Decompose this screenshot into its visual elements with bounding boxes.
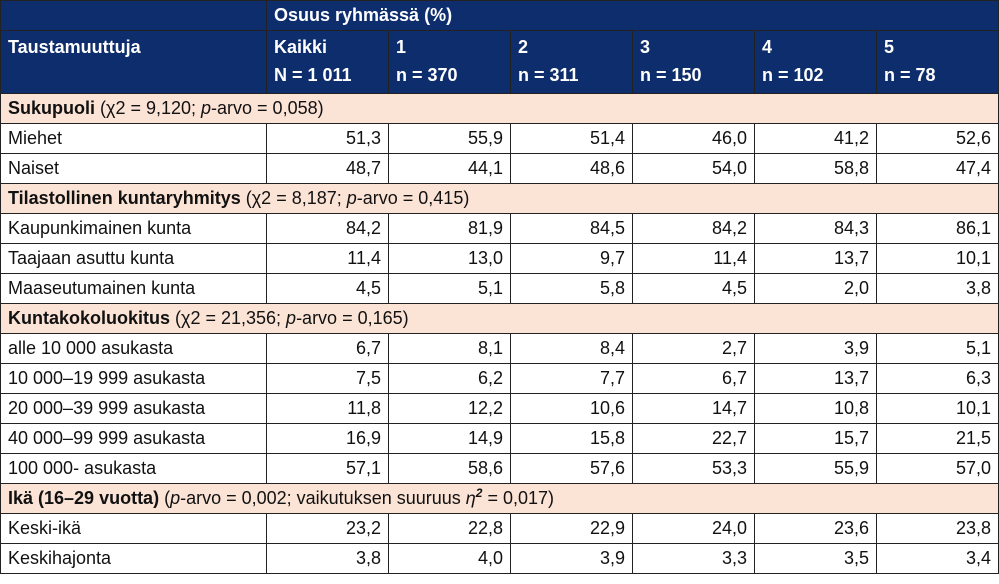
header-col-group-3 <box>633 31 755 94</box>
value-cell: 11,4 <box>633 244 755 274</box>
table-row <box>1 154 999 184</box>
header-col-label: 3 <box>640 37 651 57</box>
value-cell: 84,2 <box>633 214 755 244</box>
section-stat-eta-sup: 2 <box>475 486 483 500</box>
row-label: Taajaan asuttu kunta <box>1 244 267 274</box>
value-cell: 47,4 <box>877 154 999 184</box>
section-stat-eta: η <box>465 488 476 508</box>
value-cell: 81,9 <box>389 214 511 244</box>
section-stat-text: (χ2 = 9,120; <box>95 98 202 118</box>
header-group-row <box>1 1 999 31</box>
value-cell: 55,9 <box>755 454 877 484</box>
section-title: Ikä (16–29 vuotta) <box>8 488 160 508</box>
value-cell: 3,9 <box>511 544 633 574</box>
value-cell: 16,9 <box>267 424 389 454</box>
header-col-n: n = 102 <box>762 65 824 85</box>
section-stat-text: = 0,017) <box>482 488 555 508</box>
value-cell: 13,7 <box>755 364 877 394</box>
value-cell: 54,0 <box>633 154 755 184</box>
header-col-group-5 <box>877 31 999 94</box>
section-stat-p: p <box>170 488 181 508</box>
section-title: Kuntakokoluokitus <box>8 308 171 328</box>
value-cell: 22,8 <box>389 514 511 544</box>
section-header-row <box>1 184 999 214</box>
row-label: alle 10 000 asukasta <box>1 334 267 364</box>
row-label: Maaseutumainen kunta <box>1 274 267 304</box>
value-cell: 84,5 <box>511 214 633 244</box>
section-stat-text: -arvo = 0,002; vaikutuksen suuruus <box>180 488 466 508</box>
value-cell: 11,4 <box>267 244 389 274</box>
section-stat-text: (χ2 = 21,356; <box>170 308 287 328</box>
header-col-label: Taustamuuttuja <box>8 37 141 57</box>
value-cell: 58,8 <box>755 154 877 184</box>
value-cell: 8,1 <box>389 334 511 364</box>
section-title: Sukupuoli <box>8 98 95 118</box>
value-cell: 52,6 <box>877 124 999 154</box>
value-cell: 23,6 <box>755 514 877 544</box>
row-label: Naiset <box>1 154 267 184</box>
row-label: 10 000–19 999 asukasta <box>1 364 267 394</box>
value-cell: 55,9 <box>389 124 511 154</box>
value-cell: 53,3 <box>633 454 755 484</box>
section-stat-p: p <box>286 308 297 328</box>
value-cell: 3,3 <box>633 544 755 574</box>
value-cell: 57,0 <box>877 454 999 484</box>
header-col-all <box>267 31 389 94</box>
value-cell: 15,7 <box>755 424 877 454</box>
value-cell: 3,4 <box>877 544 999 574</box>
section-stat-text: ( <box>159 488 171 508</box>
header-group-title: Osuus ryhmässä (%) <box>267 1 999 31</box>
header-col-label: Kaikki <box>274 37 328 57</box>
value-cell: 8,4 <box>511 334 633 364</box>
value-cell: 3,8 <box>877 274 999 304</box>
value-cell: 57,6 <box>511 454 633 484</box>
table-row <box>1 544 999 574</box>
table-row <box>1 124 999 154</box>
row-label: 20 000–39 999 asukasta <box>1 394 267 424</box>
value-cell: 3,8 <box>267 544 389 574</box>
section-header-row <box>1 304 999 334</box>
table-row <box>1 244 999 274</box>
value-cell: 86,1 <box>877 214 999 244</box>
value-cell: 4,5 <box>267 274 389 304</box>
value-cell: 10,8 <box>755 394 877 424</box>
header-col-label: 4 <box>762 37 773 57</box>
table-row <box>1 514 999 544</box>
value-cell: 22,9 <box>511 514 633 544</box>
header-col-background-variable <box>1 31 267 94</box>
table-row <box>1 394 999 424</box>
section-header-cell <box>1 94 999 124</box>
section-header-row <box>1 94 999 124</box>
value-cell: 24,0 <box>633 514 755 544</box>
header-columns-row <box>1 31 999 94</box>
value-cell: 21,5 <box>877 424 999 454</box>
table-row <box>1 214 999 244</box>
section-stat-text: -arvo = 0,165) <box>296 308 409 328</box>
section-stat-text: (χ2 = 8,187; <box>240 188 347 208</box>
table-body <box>1 94 999 574</box>
value-cell: 13,7 <box>755 244 877 274</box>
value-cell: 10,6 <box>511 394 633 424</box>
value-cell: 14,7 <box>633 394 755 424</box>
value-cell: 51,3 <box>267 124 389 154</box>
header-col-n: n = 150 <box>640 65 702 85</box>
header-col-label: 1 <box>396 37 407 57</box>
value-cell: 2,7 <box>633 334 755 364</box>
value-cell: 57,1 <box>267 454 389 484</box>
row-label: 100 000- asukasta <box>1 454 267 484</box>
row-label: Miehet <box>1 124 267 154</box>
header-col-n: n = 311 <box>518 65 579 85</box>
header-col-group-2 <box>511 31 633 94</box>
value-cell: 14,9 <box>389 424 511 454</box>
header-col-n: N = 1 011 <box>274 65 352 85</box>
header-empty-cell <box>1 1 267 31</box>
value-cell: 48,6 <box>511 154 633 184</box>
row-label: Keski-ikä <box>1 514 267 544</box>
value-cell: 6,3 <box>877 364 999 394</box>
value-cell: 3,5 <box>755 544 877 574</box>
section-header-cell <box>1 184 999 214</box>
value-cell: 84,3 <box>755 214 877 244</box>
value-cell: 23,8 <box>877 514 999 544</box>
section-title: Tilastollinen kuntaryhmitys <box>8 188 241 208</box>
row-label: 40 000–99 999 asukasta <box>1 424 267 454</box>
value-cell: 51,4 <box>511 124 633 154</box>
value-cell: 12,2 <box>389 394 511 424</box>
header-col-label: 2 <box>518 37 529 57</box>
value-cell: 5,8 <box>511 274 633 304</box>
value-cell: 22,7 <box>633 424 755 454</box>
value-cell: 58,6 <box>389 454 511 484</box>
table-header <box>1 1 999 94</box>
section-header-cell <box>1 484 999 514</box>
table-row <box>1 424 999 454</box>
header-col-group-1 <box>389 31 511 94</box>
section-header-row <box>1 484 999 514</box>
value-cell: 10,1 <box>877 394 999 424</box>
value-cell: 9,7 <box>511 244 633 274</box>
row-label: Keskihajonta <box>1 544 267 574</box>
value-cell: 5,1 <box>877 334 999 364</box>
section-stat-text: -arvo = 0,415) <box>356 188 470 208</box>
value-cell: 15,8 <box>511 424 633 454</box>
value-cell: 4,5 <box>633 274 755 304</box>
table-row <box>1 334 999 364</box>
value-cell: 3,9 <box>755 334 877 364</box>
value-cell: 13,0 <box>389 244 511 274</box>
value-cell: 5,1 <box>389 274 511 304</box>
value-cell: 6,7 <box>267 334 389 364</box>
value-cell: 11,8 <box>267 394 389 424</box>
value-cell: 7,5 <box>267 364 389 394</box>
table-row <box>1 274 999 304</box>
section-stat-text: -arvo = 0,058) <box>211 98 324 118</box>
value-cell: 7,7 <box>511 364 633 394</box>
value-cell: 44,1 <box>389 154 511 184</box>
value-cell: 41,2 <box>755 124 877 154</box>
value-cell: 6,2 <box>389 364 511 394</box>
value-cell: 6,7 <box>633 364 755 394</box>
value-cell: 48,7 <box>267 154 389 184</box>
header-col-label: 5 <box>884 37 895 57</box>
section-stat-p: p <box>201 98 212 118</box>
table-row <box>1 454 999 484</box>
value-cell: 23,2 <box>267 514 389 544</box>
value-cell: 4,0 <box>389 544 511 574</box>
section-header-cell <box>1 304 999 334</box>
value-cell: 10,1 <box>877 244 999 274</box>
header-col-group-4 <box>755 31 877 94</box>
header-col-n: n = 370 <box>396 65 458 85</box>
value-cell: 46,0 <box>633 124 755 154</box>
value-cell: 84,2 <box>267 214 389 244</box>
value-cell: 2,0 <box>755 274 877 304</box>
header-col-n: n = 78 <box>884 65 936 85</box>
table-row <box>1 364 999 394</box>
row-label: Kaupunkimainen kunta <box>1 214 267 244</box>
section-stat-p: p <box>346 188 357 208</box>
